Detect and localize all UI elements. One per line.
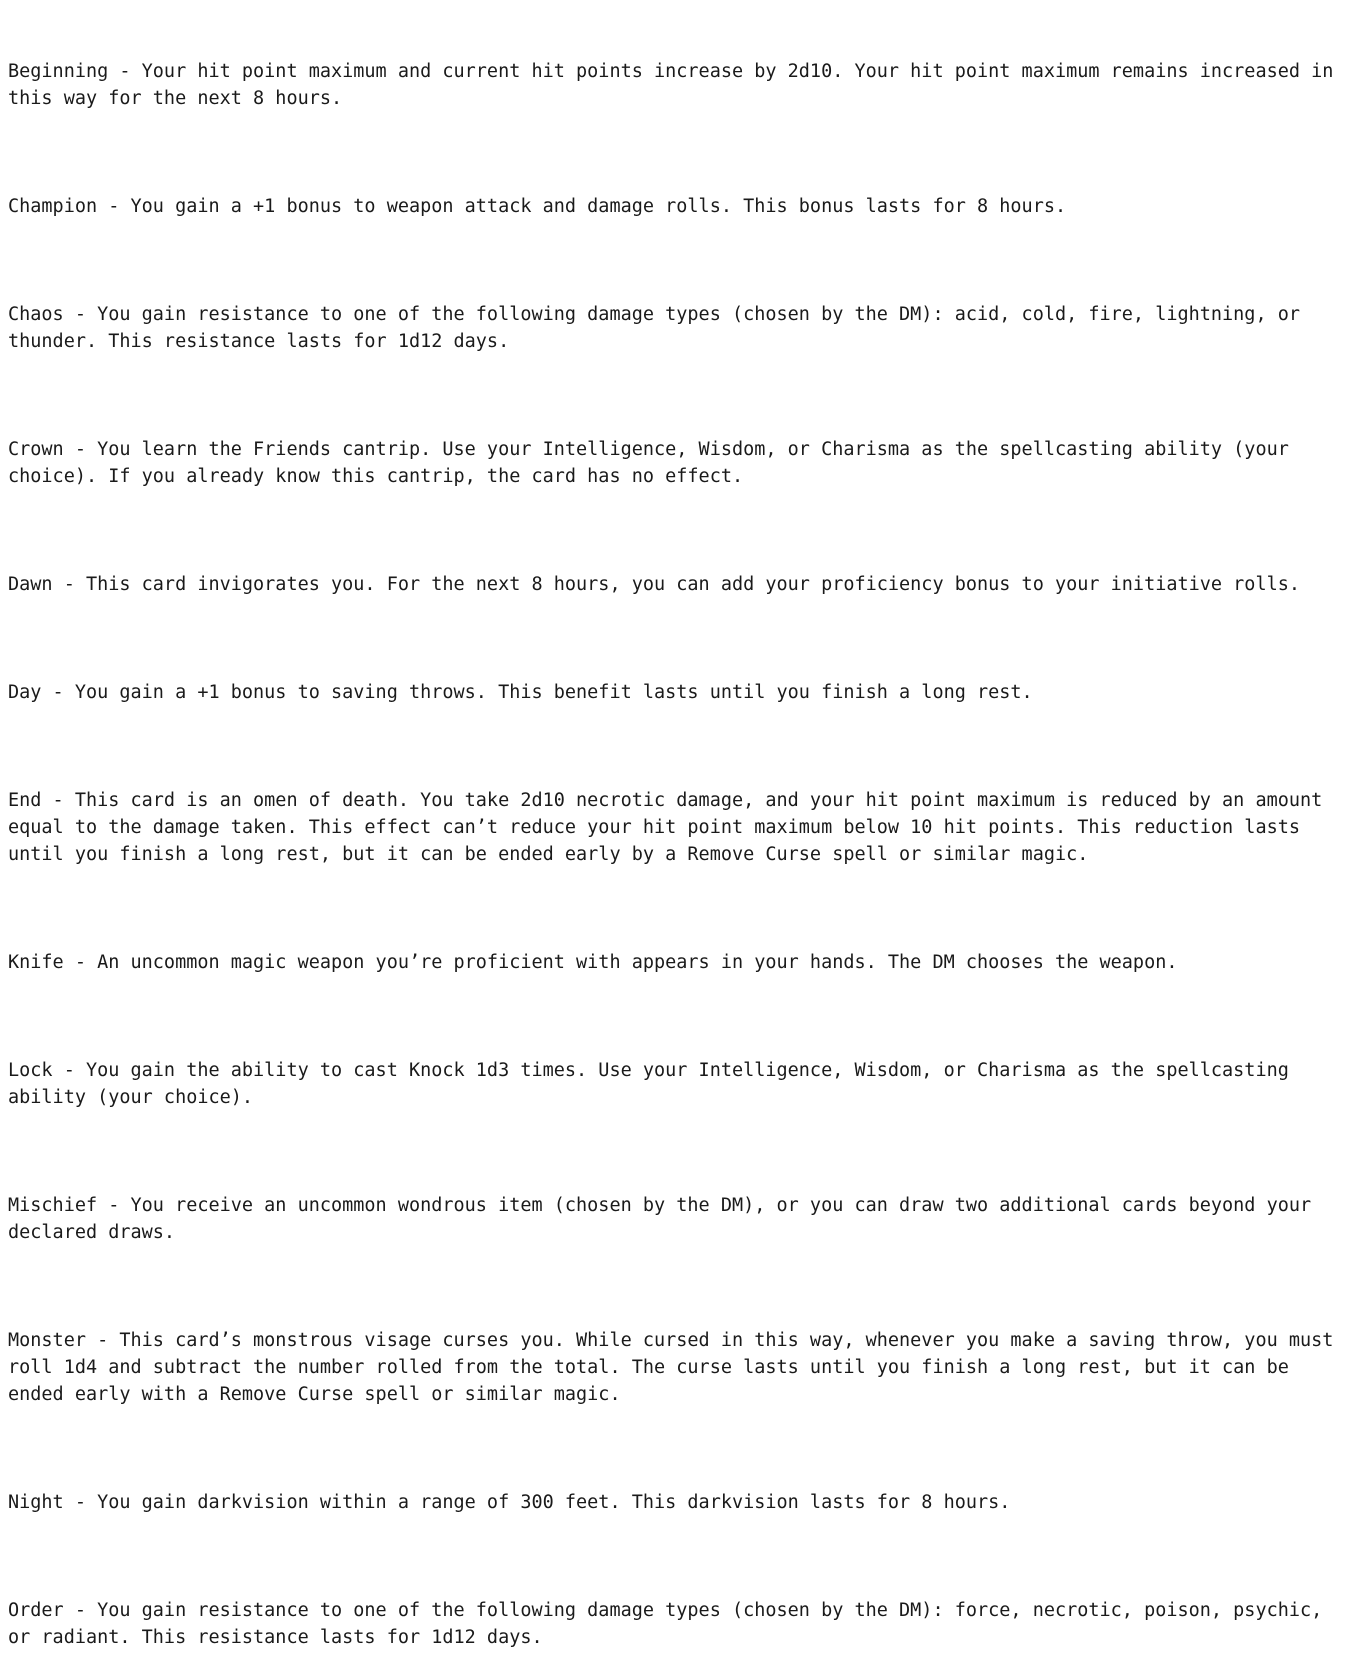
entry-mischief: Mischief - You receive an uncommon wondrous item (chosen by the DM), or you can draw two additional cards beyond your declared draws.	[8, 1195, 1323, 1243]
entry-champion: Champion - You gain a +1 bonus to weapon attack and damage rolls. This bonus lasts for 8 hours.	[8, 196, 1067, 217]
entry-lock: Lock - You gain the ability to cast Knock 1d3 times. Use your Intelligence, Wisdom, or Charisma as the spellcasting ability (your choice).	[8, 1060, 1301, 1108]
card-effects-document	[8, 4, 1348, 1678]
entry-monster: Monster - This card’s monstrous visage curses you. While cursed in this way, whenever you make a saving throw, you must roll 1d4 and subtract the number rolled from the total. The curse lasts until you finish a long rest, but it can be ended early with a Remove Curse spell or similar magic.	[8, 1330, 1345, 1405]
entry-end: End - This card is an omen of death. You take 2d10 necrotic damage, and your hit point maximum is reduced by an amount equal to the damage taken. This effect can’t reduce your hit point maximum below 10 hit points. This reduction lasts until you finish a long rest, but it can be ended early by a Remove Curse spell or similar magic.	[8, 790, 1334, 865]
entry-night: Night - You gain darkvision within a range of 300 feet. This darkvision lasts for 8 hours.	[8, 1492, 1011, 1513]
entry-beginning: Beginning - Your hit point maximum and current hit points increase by 2d10. Your hit point maximum remains increased in this way for the next 8 hours.	[8, 61, 1345, 109]
entry-order: Order - You gain resistance to one of the following damage types (chosen by the DM): force, necrotic, poison, psychic, or radiant. This resistance lasts for 1d12 days.	[8, 1600, 1334, 1648]
entry-day: Day - You gain a +1 bonus to saving throws. This benefit lasts until you finish a long rest.	[8, 682, 1033, 703]
entry-dawn: Dawn - This card invigorates you. For the next 8 hours, you can add your proficiency bonus to your initiative rolls.	[8, 574, 1301, 595]
entry-chaos: Chaos - You gain resistance to one of the following damage types (chosen by the DM): acid, cold, fire, lightning, or thunder. This resistance lasts for 1d12 days.	[8, 304, 1312, 352]
entry-crown: Crown - You learn the Friends cantrip. Use your Intelligence, Wisdom, or Charisma as the spellcasting ability (your choice). If you already know this cantrip, the card has no effect.	[8, 439, 1301, 487]
entry-knife: Knife - An uncommon magic weapon you’re proficient with appears in your hands. The DM chooses the weapon.	[8, 952, 1178, 973]
